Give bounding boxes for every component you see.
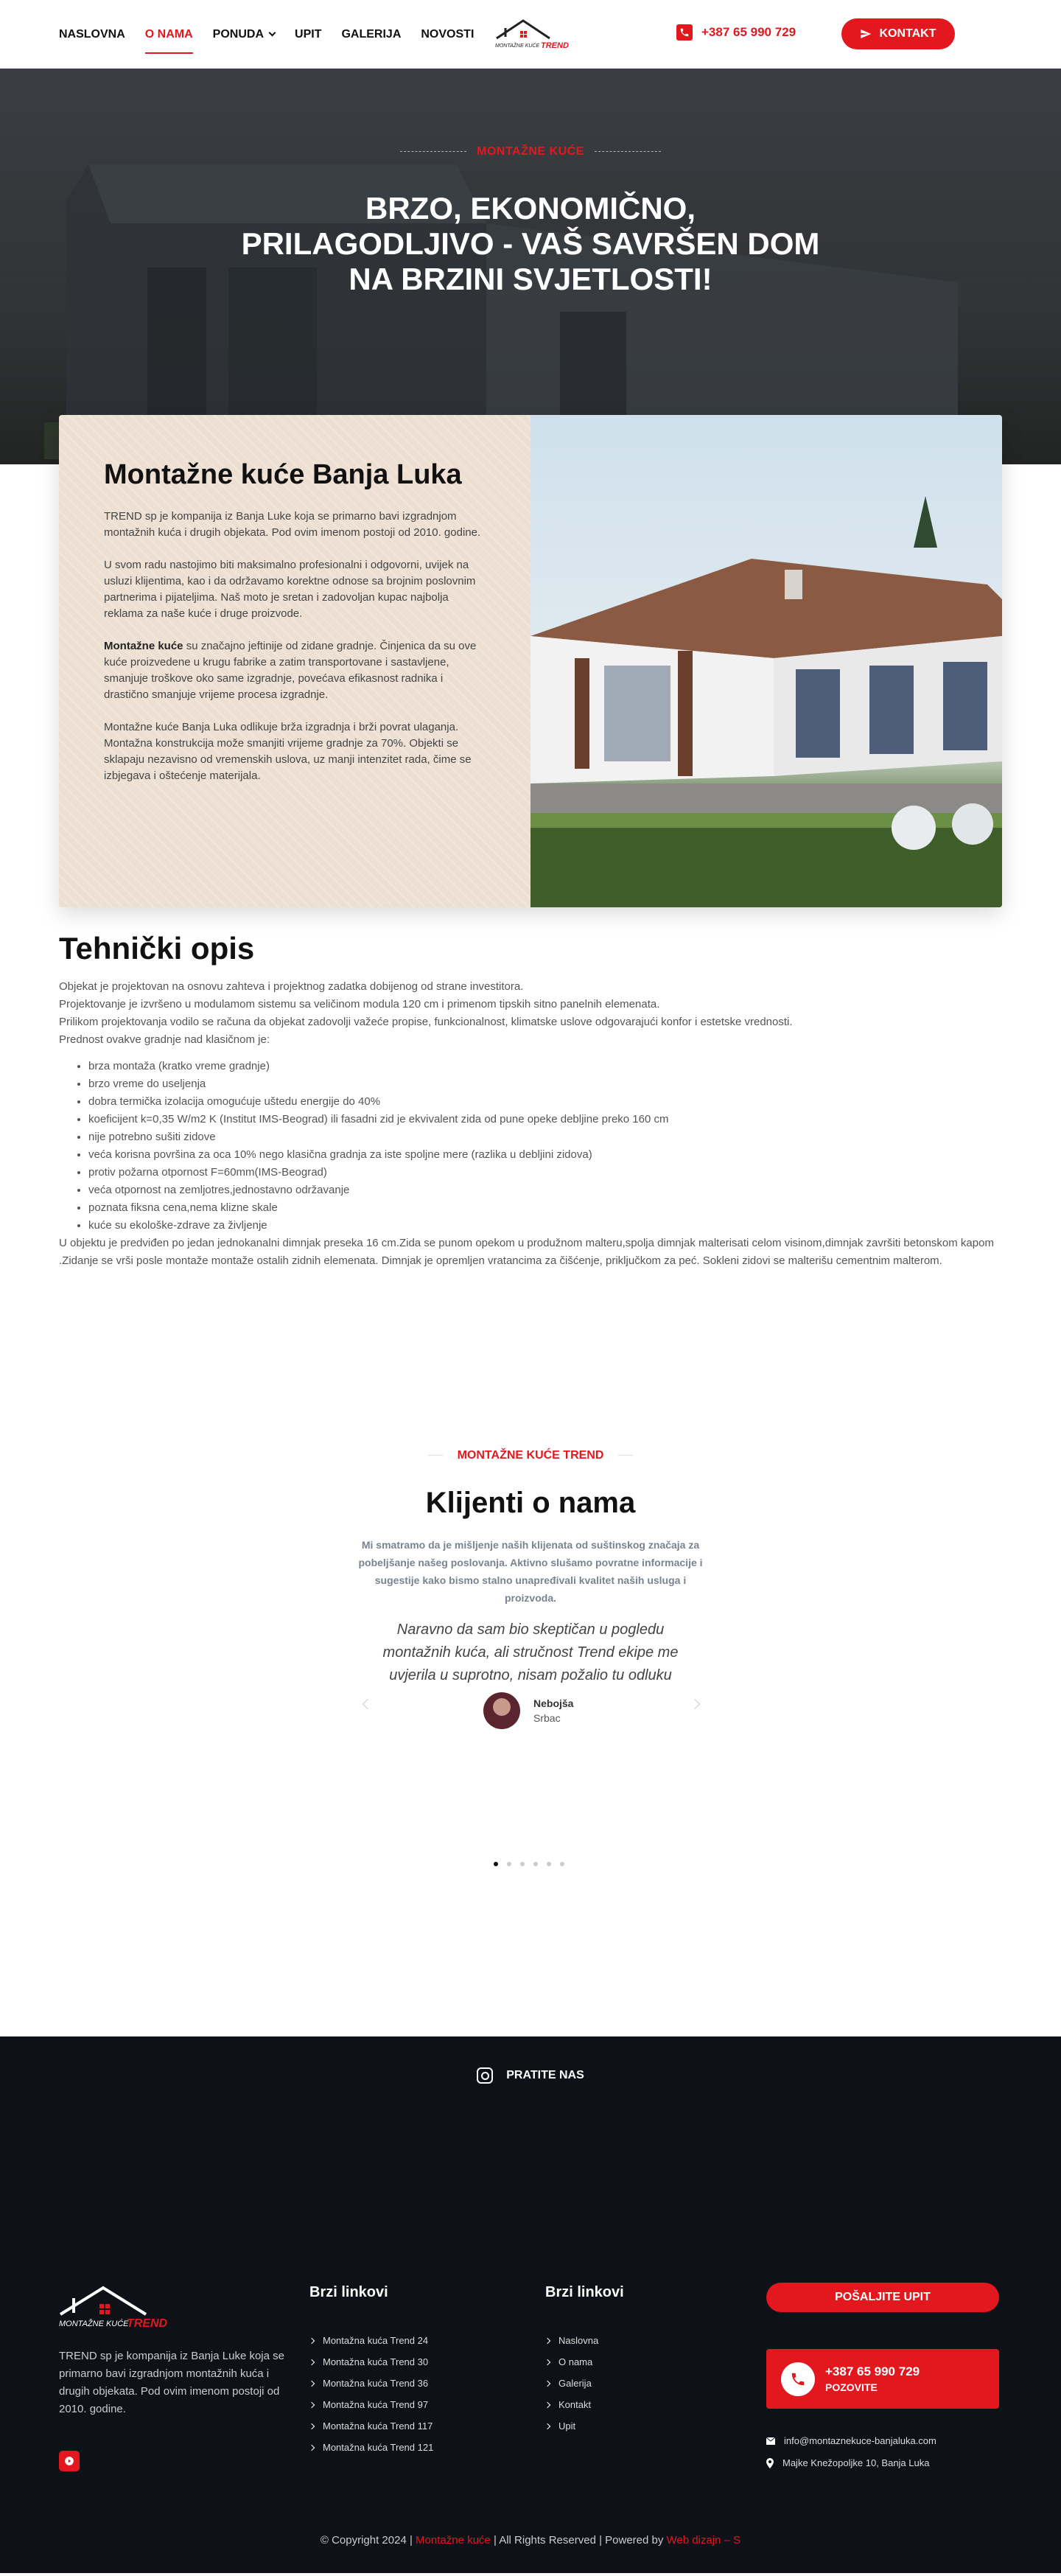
footer-link-label: Montažna kuća Trend 97: [323, 2399, 429, 2410]
footer-link-label: Montažna kuća Trend 117: [323, 2420, 433, 2432]
kontakt-label: KONTAKT: [879, 27, 936, 40]
tech-section: [0, 931, 1061, 1270]
next-slide-icon[interactable]: [690, 1699, 700, 1709]
mail-icon: [766, 2437, 775, 2445]
slider-dot[interactable]: [533, 1862, 538, 1866]
site-footer: [0, 2036, 1061, 2573]
about-card: [59, 415, 1002, 907]
footer-link-label: Montažna kuća Trend 121: [323, 2442, 434, 2453]
nav-upit[interactable]: UPIT: [295, 27, 322, 41]
footer-col-title: Brzi linkovi: [545, 2284, 624, 2300]
house-photo: [530, 415, 1002, 907]
footer-link-label: Galerija: [558, 2378, 592, 2389]
footer-link[interactable]: [309, 2356, 433, 2367]
footer-link-label: Montažna kuća Trend 30: [323, 2356, 429, 2367]
footer-link-label: Upit: [558, 2420, 576, 2432]
copyright: [0, 2534, 1061, 2547]
header-phone[interactable]: [676, 24, 796, 41]
list-item: • protiv požarna otpornost F=60mm(IMS-Beograd): [88, 1164, 1002, 1181]
site-header: [0, 0, 1061, 69]
svg-text:MONTAŽNE KUĆE: MONTAŽNE KUĆE: [495, 43, 540, 49]
footer-link[interactable]: [545, 2378, 624, 2389]
slider-dot[interactable]: [494, 1862, 498, 1866]
house-image: [530, 415, 1002, 907]
send-icon: [860, 28, 872, 40]
hero-section: [0, 69, 1061, 464]
slider-dot[interactable]: [507, 1862, 511, 1866]
footer-col-title: Brzi linkovi: [309, 2284, 388, 2300]
about-paragraph-3-text: su značajno jeftinije od zidane gradnje. Činjenica da su ove kuće proizvedene u krugu fabrike a zatim transportovane i sastavljene, smanjuje troškove oko same izgradnje, povećava efikasnost radnika i drastično smanjuje vrijeme procesa izgradnje.: [104, 640, 477, 701]
phone-icon: [781, 2362, 815, 2396]
divider: [400, 151, 466, 152]
footer-link-label: Naslovna: [558, 2335, 599, 2346]
testimonials-section: [0, 1270, 1061, 2036]
nav-ponuda[interactable]: [213, 0, 275, 69]
divider: [618, 1455, 633, 1456]
header-phone-number: +387 65 990 729: [701, 25, 796, 39]
footer-link-label: O nama: [558, 2356, 593, 2367]
footer-address-text: Majke Knežopoljke 10, Banja Luka: [782, 2457, 930, 2468]
chevron-right-icon: [309, 2337, 315, 2343]
call-label: POZOVITE: [825, 2381, 878, 2393]
list-item: • dobra termička izolacija omogućuje uštedu energije do 40%: [88, 1093, 1002, 1111]
hero-title: BRZO, EKONOMIČNO, PRILAGODLJIVO - VAŠ SAVRŠEN DOM NA BRZINI SVJETLOSTI!: [241, 191, 820, 296]
youtube-icon[interactable]: [59, 2451, 80, 2471]
chevron-right-icon: [544, 2359, 550, 2364]
chevron-right-icon: [544, 2380, 550, 2386]
follow-label: PRATITE NAS: [506, 2069, 584, 2081]
footer-link[interactable]: [309, 2420, 433, 2432]
tech-intro-1: Objekat je projektovan na osnovu zahteva i projektnog zadatka dobijenog od strane investitora.: [59, 980, 524, 993]
copyright-text: © Copyright 2024 |: [320, 2534, 413, 2547]
svg-text:TREND: TREND: [127, 2317, 168, 2329]
footer-link-label: Montažna kuća Trend 36: [323, 2378, 429, 2389]
testimonial-author: [483, 1692, 573, 1729]
footer-description: TREND sp je kompanija iz Banja Luke koja se primarno bavi izgradnjom montažnih kuća i drugih objekata. Pod ovim imenom postoji od 2010. godine.: [59, 2350, 284, 2415]
chevron-right-icon: [544, 2423, 550, 2429]
hero-kicker: [0, 145, 1061, 158]
footer-email[interactable]: [766, 2435, 936, 2446]
call-number: +387 65 990 729: [825, 2364, 920, 2378]
chevron-right-icon: [309, 2380, 315, 2386]
author-city: Srbac: [533, 1712, 561, 1724]
testimonials-title: Klijenti o nama: [425, 1487, 636, 1519]
footer-links-houses: [309, 2284, 433, 2463]
svg-text:MONTAŽNE KUĆE: MONTAŽNE KUĆE: [59, 2320, 129, 2328]
testimonials-subtitle: Mi smatramo da je mišljenje naših klijenata od suštinskog značaja za pobeljšanje našeg poslovanja. Aktivno slušamo povratne informacije i sugestije kako bismo stalno unaprеđivali kvalitet naših usluga i proizvoda.: [358, 1539, 703, 1604]
instagram-icon: [477, 2067, 493, 2084]
phone-icon: [676, 24, 693, 41]
follow-us-link[interactable]: [0, 2067, 1061, 2084]
tech-intro-4: Prednost ovakve gradnje nad klasičnom je:: [59, 1033, 270, 1046]
footer-link[interactable]: [545, 2356, 624, 2367]
chevron-right-icon: [309, 2423, 315, 2429]
map-pin-icon: [766, 2458, 774, 2468]
about-paragraph-3: [104, 638, 485, 703]
send-inquiry-button[interactable]: POŠALJITE UPIT: [766, 2283, 999, 2312]
hero-kicker-text: MONTAŽNE KUĆE: [477, 145, 584, 158]
list-item: • koeficijent k=0,35 W/m2 K (Institut IMS-Beograd) ili fasadni zid je ekvivalent zida od pune opeke debljine preko 160 cm: [88, 1111, 1002, 1128]
svg-text:TREND: TREND: [541, 41, 569, 50]
about-text-panel: [59, 415, 530, 907]
developer-link[interactable]: Web dizajn – S: [666, 2534, 741, 2547]
chevron-right-icon: [544, 2337, 550, 2343]
chevron-right-icon: [309, 2401, 315, 2407]
avatar: [483, 1692, 520, 1729]
main-nav: [59, 0, 494, 69]
testimonials-kicker-text: MONTAŽNE KUĆE TREND: [457, 1449, 604, 1462]
author-name: Nebojša: [533, 1697, 574, 1709]
list-item: • veća korisna površina za oca 10% nego klasična gradnja za iste spoljne mere (razlika u debljini zidova): [88, 1146, 1002, 1164]
tech-title: Tehnički opis: [59, 931, 255, 966]
chevron-right-icon: [309, 2359, 315, 2364]
list-item: • kuće su ekološke-zdrave za življenje: [88, 1217, 1002, 1235]
slider-dot[interactable]: [560, 1862, 564, 1866]
chevron-right-icon: [309, 2444, 315, 2450]
slider-dot[interactable]: [547, 1862, 551, 1866]
footer-link[interactable]: [309, 2399, 433, 2410]
list-item: • brza montaža (kratko vreme gradnje): [88, 1058, 1002, 1075]
nav-novosti[interactable]: NOVOSTI: [421, 27, 475, 41]
about-paragraph-1: TREND sp je kompanija iz Banja Luke koja se primarno bavi izgradnjom montažnih kuća i drugih objekata. Pod ovim imenom postoji od 2010. godine.: [104, 510, 481, 539]
list-item: • brzo vreme do useljenja: [88, 1075, 1002, 1093]
about-title: Montažne kuće Banja Luka: [104, 459, 462, 490]
footer-link-label: Montažna kuća Trend 24: [323, 2335, 429, 2346]
footer-logo: [59, 2282, 169, 2329]
divider: [595, 151, 661, 152]
footer-email-text: info@montaznekuce-banjaluka.com: [784, 2435, 936, 2446]
about-paragraph-4: Montažne kuće Banja Luka odlikuje brža izgradnja i brži povrat ulaganja. Montažna konstrukcija može smanjiti vrijeme gradnje za 70%. Objekti se sklapaju nezavisno od vremenskih uslova, uz manji intenzitet rada, čime se izbjegava i oštećenje materijala.: [104, 721, 472, 782]
tech-intro-3: Prilikom projektovanja vodilo se računa da objekat zadovolji važeće propise, funkcionalnost, klimatske uslove odgovarajući konfor i estetske vrednosti.: [59, 1016, 793, 1028]
nav-ponuda-label: PONUDA: [212, 27, 265, 41]
list-item: • veća otpornost na zemljotres,jednostavno održavanje: [88, 1181, 1002, 1199]
footer-links-pages: [545, 2284, 624, 2442]
site-logo[interactable]: [495, 16, 572, 52]
footer-address: [766, 2457, 929, 2468]
footer-link-label: Kontakt: [558, 2399, 592, 2410]
tech-outro: U objektu je predviđen po jedan jednokanalni dimnjak preseka 16 cm.Zida se punom opekom u produžnom malteru,spolja dimnjak malterisati celom visinom,dimnjak završiti betonskom kapom .Zidanje se vrši posle montaže montaže ostalih zidnih elemenata. Dimnjak je opremljen vratancima za čišćenje, priključkom za peć. Sokleni zidovi se malterišu cementnim malterom.: [59, 1237, 994, 1267]
footer-link[interactable]: [545, 2420, 624, 2432]
hero-background-image: [44, 135, 987, 459]
about-paragraph-2: U svom radu nastojimo biti maksimalno profesionalni i odgovorni, uvijek na usluzi klijentima, kao i da održavamo korektne odnose sa brojnim poslovnim partnerima i pijateljima. Naš moto je sretan i zadovoljan kupac najbolja reklama za naše kuće i druge proizvode.: [104, 559, 476, 620]
footer-link[interactable]: [545, 2399, 624, 2410]
prev-slide-icon[interactable]: [363, 1699, 373, 1709]
tech-intro-2: Projektovanje je izvršeno u modulamom sistemu sa veličinom modula 120 cm i primenom tipskih sitno panelnih elemenata.: [59, 998, 660, 1010]
copyright-brand-link[interactable]: Montažne kuće: [416, 2534, 491, 2547]
chevron-down-icon: [269, 29, 276, 37]
footer-link[interactable]: [545, 2335, 624, 2346]
divider: [428, 1455, 443, 1456]
slider-dot[interactable]: [520, 1862, 525, 1866]
slider-dots: [494, 1862, 564, 1866]
footer-link[interactable]: [309, 2378, 433, 2389]
copyright-rights: | All Rights Reserved | Powered by: [493, 2534, 664, 2547]
footer-link[interactable]: [309, 2442, 433, 2453]
nav-o-nama[interactable]: O NAMA: [145, 0, 193, 69]
about-bold: Montažne kuće: [104, 640, 183, 652]
house-logo-icon: [495, 16, 572, 52]
call-button[interactable]: [766, 2349, 999, 2409]
nav-naslovna[interactable]: NASLOVNA: [59, 27, 125, 41]
chevron-right-icon: [544, 2401, 550, 2407]
nav-galerija[interactable]: GALERIJA: [341, 27, 402, 41]
kontakt-button[interactable]: [841, 18, 955, 49]
footer-link[interactable]: [309, 2335, 433, 2346]
list-item: • poznata fiksna cena,nema klizne skale: [88, 1199, 1002, 1217]
testimonial-quote: Naravno da sam bio skeptičan u pogledu montažnih kuća, ali stručnost Trend ekipe me uvjerila u suprotno, nisam požalio tu odluku: [382, 1622, 679, 1683]
tech-list: [88, 1058, 1002, 1235]
list-item: • nije potrebno sušiti zidove: [88, 1128, 1002, 1146]
testimonials-kicker: [0, 1449, 1061, 1462]
